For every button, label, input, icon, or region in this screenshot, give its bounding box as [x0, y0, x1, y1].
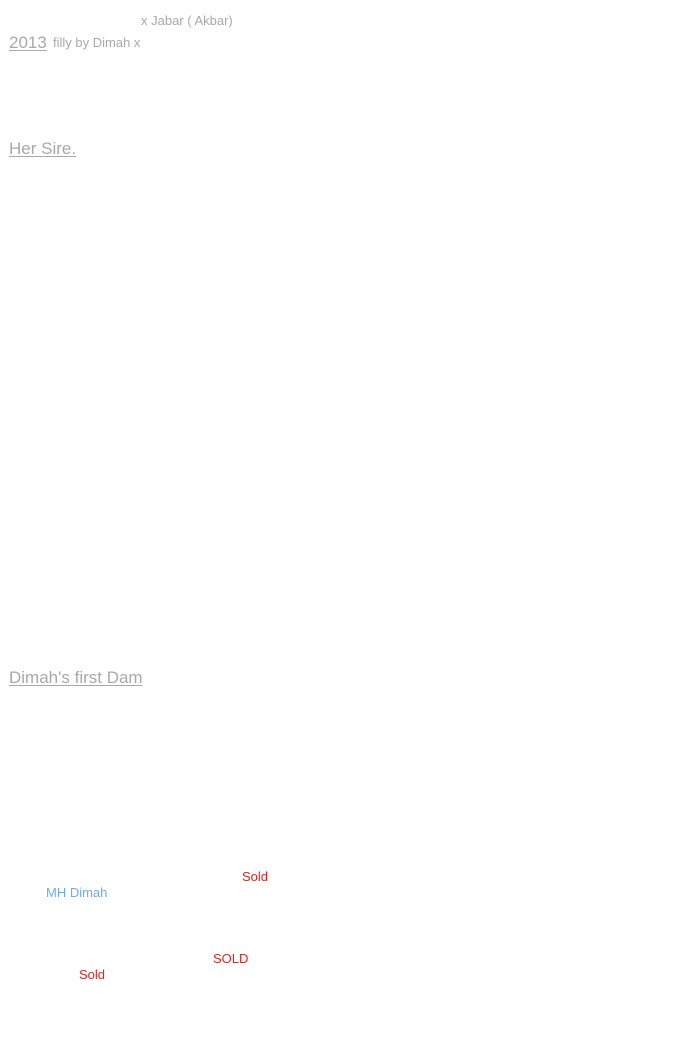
- mh-dimah-link[interactable]: MH Dimah: [46, 885, 108, 900]
- caption-line-1: x Jabar ( Akbar): [141, 13, 233, 28]
- sold-caps-label: SOLD: [213, 951, 249, 966]
- year-2013-link[interactable]: 2013: [9, 33, 47, 52]
- dimah-first-dam-link[interactable]: Dimah's first Dam: [9, 668, 143, 687]
- sold-label-2: Sold: [79, 967, 106, 982]
- sold-label: Sold: [242, 869, 269, 884]
- her-sire-link[interactable]: Her Sire.: [9, 139, 77, 158]
- caption-line-2: filly by Dimah x: [53, 35, 141, 50]
